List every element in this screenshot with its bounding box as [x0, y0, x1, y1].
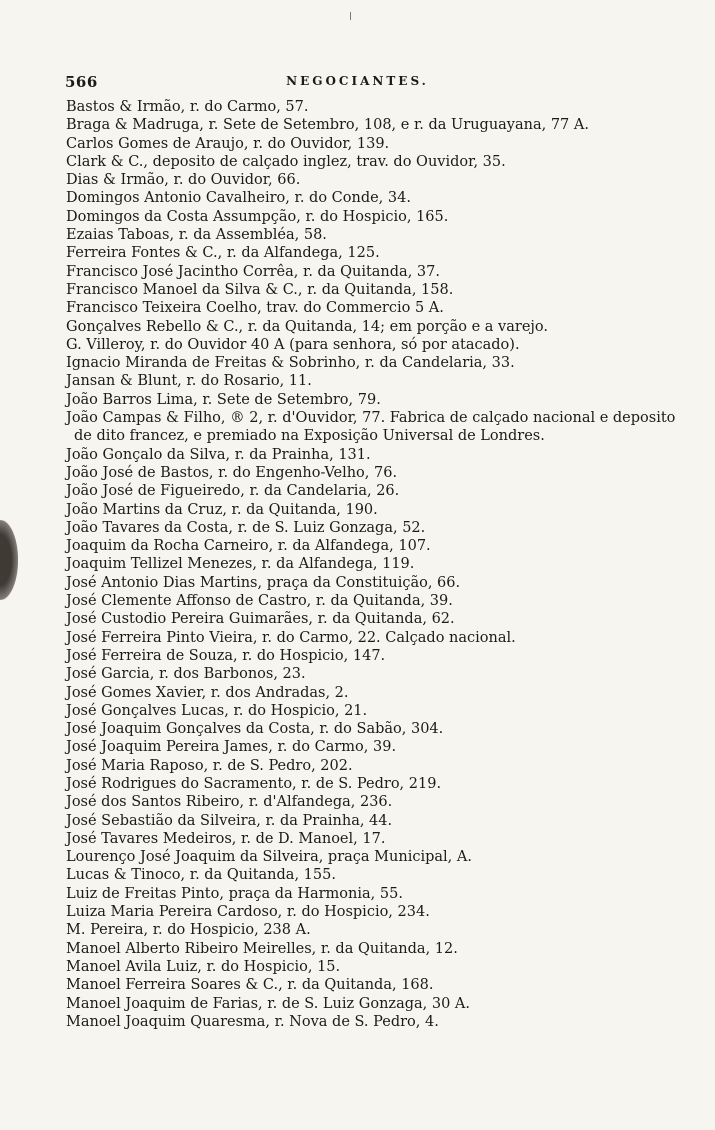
list-item: José Custodio Pereira Guimarães, r. da Quitanda, 62. [66, 611, 455, 628]
list-item: José Antonio Dias Martins, praça da Constituição, 66. [66, 574, 461, 591]
list-item: Ferreira Fontes & C., r. da Alfandega, 125. [66, 245, 380, 262]
list-item: José Garcia, r. dos Barbonos, 23. [66, 666, 306, 683]
list-item: Ignacio Miranda de Freitas & Sobrinho, r. da Candelaria, 33. [66, 355, 515, 372]
list-item: Clark & C., deposito de calçado inglez, trav. do Ouvidor, 35. [66, 153, 506, 170]
list-item: José Gomes Xavier, r. dos Andradas, 2. [66, 684, 349, 701]
list-item: José dos Santos Ribeiro, r. d'Alfandega, 236. [66, 794, 393, 811]
list-item: Ezaias Taboas, r. da Assembléa, 58. [66, 227, 327, 244]
list-item: Manoel Joaquim de Farias, r. de S. Luiz Gonzaga, 30 A. [66, 995, 470, 1012]
list-item: Dias & Irmão, r. do Ouvidor, 66. [66, 172, 301, 189]
list-item: Domingos Antonio Cavalheiro, r. do Conde, 34. [66, 190, 411, 207]
merchant-list [66, 98, 686, 1031]
list-item: Joaquim Tellizel Menezes, r. da Alfandega, 119. [66, 556, 415, 573]
list-item: Francisco José Jacintho Corrêa, r. da Quitanda, 37. [66, 263, 440, 280]
list-item: João José de Bastos, r. do Engenho-Velho, 76. [66, 464, 398, 481]
list-item: Manoel Avila Luiz, r. do Hospicio, 15. [66, 958, 341, 975]
list-item: G. Villeroy, r. do Ouvidor 40 A (para senhora, só por atacado). [66, 336, 520, 353]
list-item: José Joaquim Pereira James, r. do Carmo, 39. [66, 739, 397, 756]
page-number: 566 [65, 73, 98, 91]
page-mark [350, 12, 351, 20]
list-item: Manoel Ferreira Soares & C., r. da Quitanda, 168. [66, 977, 434, 994]
running-head: NEGOCIANTES. [286, 74, 429, 88]
list-item: Luiza Maria Pereira Cardoso, r. do Hospicio, 234. [66, 904, 430, 921]
list-item: Domingos da Costa Assumpção, r. do Hospicio, 165. [66, 208, 449, 225]
list-item: Manoel Alberto Ribeiro Meirelles, r. da Quitanda, 12. [66, 940, 458, 957]
list-item: João José de Figueiredo, r. da Candelaria, 26. [66, 483, 400, 500]
binding-shadow [0, 520, 18, 600]
list-item: João Barros Lima, r. Sete de Setembro, 79. [66, 391, 381, 408]
list-item: José Tavares Medeiros, r. de D. Manoel, 17. [66, 830, 386, 847]
list-item: José Rodrigues do Sacramento, r. de S. Pedro, 219. [66, 775, 442, 792]
list-item: Francisco Teixeira Coelho, trav. do Commercio 5 A. [66, 300, 444, 317]
list-item: Luiz de Freitas Pinto, praça da Harmonia, 55. [66, 885, 403, 902]
list-item: José Clemente Affonso de Castro, r. da Quitanda, 39. [66, 593, 453, 610]
list-item: Bastos & Irmão, r. do Carmo, 57. [66, 99, 309, 115]
list-item: José Sebastião da Silveira, r. da Prainha, 44. [66, 812, 393, 829]
list-item: Joaquim da Rocha Carneiro, r. da Alfandega, 107. [66, 538, 431, 555]
list-item: João Gonçalo da Silva, r. da Prainha, 131. [66, 446, 371, 463]
list-item: João Martins da Cruz, r. da Quitanda, 190. [66, 501, 378, 518]
list-item: João Tavares da Costa, r. de S. Luiz Gonzaga, 52. [66, 519, 426, 536]
list-item: Manoel Joaquim Quaresma, r. Nova de S. Pedro, 4. [66, 1013, 439, 1030]
list-item: Braga & Madruga, r. Sete de Setembro, 108, e r. da Uruguayana, 77 A. [66, 117, 589, 134]
list-item: Carlos Gomes de Araujo, r. do Ouvidor, 139. [66, 135, 390, 152]
list-item: M. Pereira, r. do Hospicio, 238 A. [66, 922, 311, 939]
list-item: Francisco Manoel da Silva & C., r. da Quitanda, 158. [66, 281, 454, 298]
list-item: Lucas & Tinoco, r. da Quitanda, 155. [66, 867, 336, 884]
list-item: José Joaquim Gonçalves da Costa, r. do Sabão, 304. [66, 721, 444, 738]
list-item: José Ferreira Pinto Vieira, r. do Carmo, 22. Calçado nacional. [66, 629, 516, 646]
list-item: João Campas & Filho, ® 2, r. d'Ouvidor, 77. Fabrica de calçado nacional e deposito de dito francez, e premiado na Exposição Universal de Londres. [66, 410, 676, 445]
list-item: Lourenço José Joaquim da Silveira, praça Municipal, A. [66, 849, 472, 866]
list-item: José Maria Raposo, r. de S. Pedro, 202. [66, 757, 353, 774]
list-item: Gonçalves Rebello & C., r. da Quitanda, 14; em porção e a varejo. [66, 318, 548, 335]
list-item: Jansan & Blunt, r. do Rosario, 11. [66, 373, 312, 390]
list-item: José Gonçalves Lucas, r. do Hospicio, 21. [66, 702, 368, 719]
list-item: José Ferreira de Souza, r. do Hospicio, 147. [66, 647, 386, 664]
